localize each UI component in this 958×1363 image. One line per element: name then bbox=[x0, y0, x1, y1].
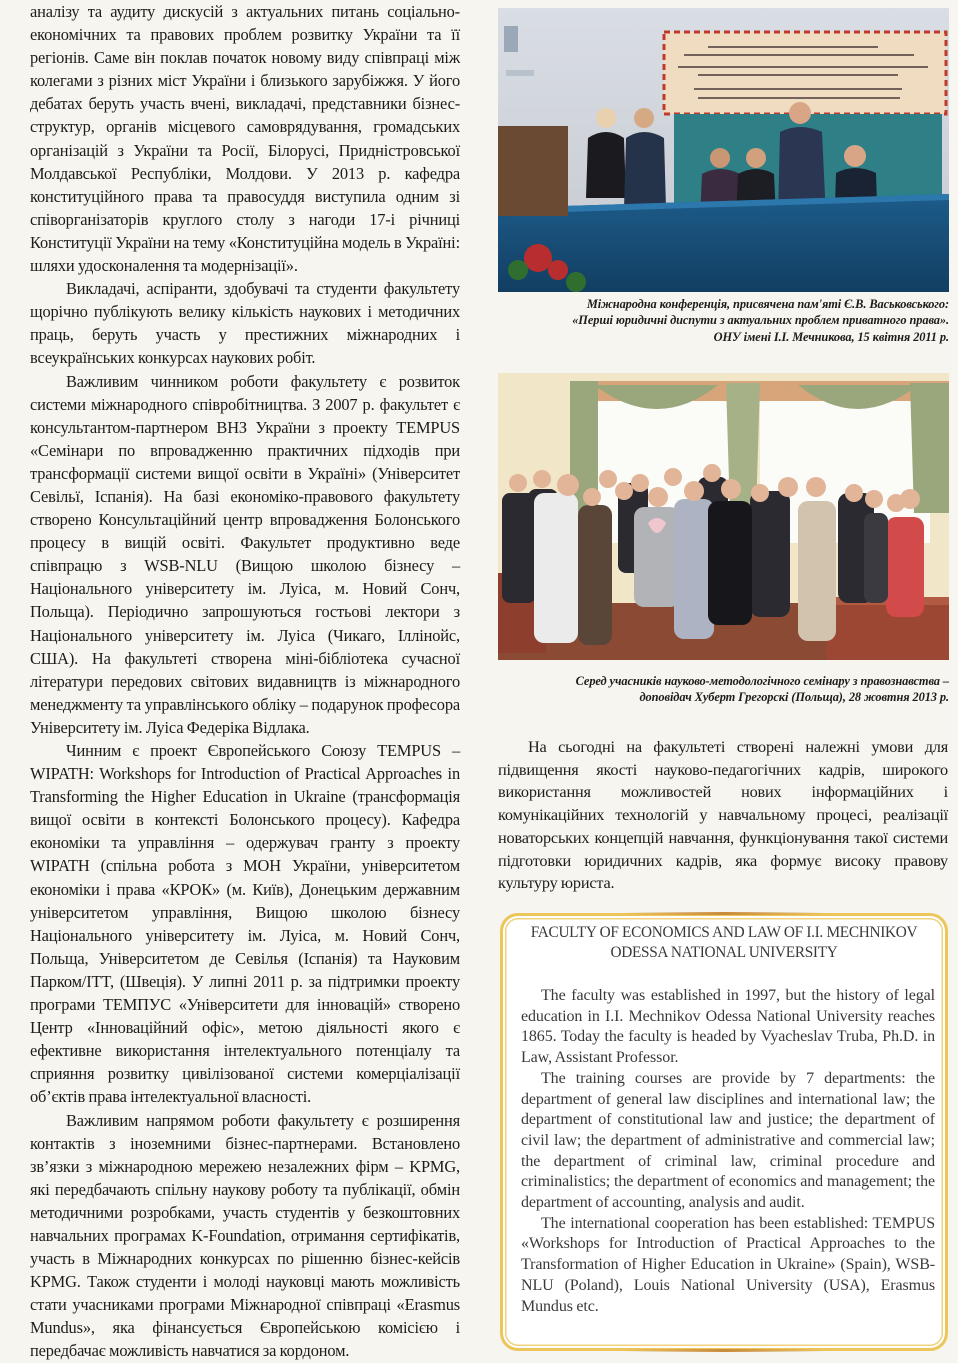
caption-line: Міжнародна конференція, присвячена пам'яті Є.В. Васьковського: bbox=[586, 297, 949, 311]
caption-line: Серед учасників науково-методологічного семінару з правознавства – bbox=[575, 674, 949, 688]
paragraph-dialogue-club: аналізу та аудиту дискусій з актуальних питань соціально-економічних та правових проблем розвитку України та її регіонів. Саме він поклав початок новому виду співпраці між колегами з різних міст України і близького зарубіжжя. У його дебатах беруть участь вчені, викладачі, представники бізнес-структур, органів місцевого самоврядування, громадських організацій з України та Росії, Білорусі, Придністровської Молдавської Республіки, Молдови. У 2013 р. кафедра конституційного права та правосуддя виступила одним зі співорганізаторів круглого столу з нагоди 17-і річниці Конституції України на тему «Конституційна модель в Україні: шляхи удосконалення та модернізації». bbox=[30, 2, 460, 276]
conference-banner bbox=[664, 32, 946, 114]
summary-title-line: ODESSA NATIONAL UNIVERSITY bbox=[610, 944, 838, 961]
caption-line: ОНУ імені І.І. Мечникова, 15 квітня 2011 р. bbox=[713, 329, 949, 344]
caption-line: «Перші юридичні диспути з актуальних проблем приватного права». bbox=[572, 313, 949, 328]
seminar-group-photo bbox=[498, 373, 949, 660]
right-article-paragraph bbox=[498, 736, 948, 895]
conference-photo-caption bbox=[500, 296, 949, 345]
paragraph-publications: Викладачі, аспіранти, здобувачі та студенти факультету щорічно публікують велику кількість наукових і методичних праць, беруть участь у престижних міжнародних і всеукраїнських конкурсах наукових робіт. bbox=[30, 279, 460, 368]
paragraph-conditions: На сьогодні на факультеті створені належні умови для підвищення якості науково-педагогічних кадрів, широкого використання можливостей нових інформаційних і комунікаційних технологій у навчальному процесі, реалізації новаторських концепцій навчання, функціонування такої системи підготовки юридичних кадрів, яка формує високу правову культуру юриста. bbox=[498, 737, 948, 893]
summary-title-line: FACULTY OF ECONOMICS AND LAW OF I.I. MECHNIKOV bbox=[530, 924, 918, 941]
paragraph-international-cooperation: Важливим чинником роботи факультету є розвиток системи міжнародного співробітництва. З 2007 р. факультет є консультантом-партнером ВНЗ України з проекту TEMPUS «Семінари по впровадженню практичних підходів при трансформації системи вищої освіти в Україні» (Університет Севільї, Іспанія). На базі економіко-правового факультету створено Консультаційний центр впровадження Болонського процесу в вищій освіті. Факультет продуктивно веде співпрацю з WSB-NLU (Вищою школою бізнесу – Національного університету ім. Луіса, м. Новий Сонч, Польща). Періодично запрошуються гостьові лектори з Національного університету ім. Луіса (Чикаго, Іллінойс, США). На факультеті створена міні-бібліотека сучасної літератури передових світових видавництв із міжнародного менеджменту та управлінського обліку – подарунок професора Університету ім. Луіса Федеріка Відлака. bbox=[30, 371, 460, 737]
conference-photo-image bbox=[498, 8, 949, 292]
summary-box-title bbox=[511, 923, 937, 963]
paragraph-tempus-wipath: Чинним є проект Європейського Союзу TEMPUS – WIPATH: Workshops for Introduction of Practical Approaches in Transforming the Higher Education in Ukraine (трансформація вищої освіти в контексті Болонського процесу). Кафедра економіки та управління – одержувач гранту з проекту WIPATH (спільна робота з МОН України, університетом економіки і права «КРОК» (м. Київ), Донецьким державним університетом управління, Вищою школою бізнесу Національного університету ім. Луіса, м. Новий Сонч, Польща, Університетом де Севілья (Іспанія) та Науковим Парком/ITT, (Швеція). У липні 2011 р. за підтримки проекту програми ТЕМПУС «Університети для інновацій» створено Центр «Інноваційний офіс», метою діяльності якого є ефективне використання інтелектуального потенціалу та сприяння розвитку цивілізованої системи комерціалізації об’єктів права інтелектуальної власності. bbox=[30, 741, 460, 1107]
left-article-column bbox=[30, 0, 460, 1363]
summary-paragraph-history: The faculty was established in 1997, but the history of legal education in I.I. Mechnikov Odessa National University reaches 1865. Today the faculty is headed by Vyacheslav Truba, Ph.D. in Law, Assistant Professor. bbox=[521, 987, 935, 1067]
paragraph-business-partners: Важливим напрямом роботи факультету є розширення контактів з іноземними бізнес-партнерами. Встановлено зв’язки з міжнародною мережею незалежних фірм – KPMG, які передбачають спільну наукову роботу та публікації, обмін методичними розробками, участь студентів у безкоштовних навчальних програмах K-Foundation, отримання сертифікатів, участь в Міжнародних конкурсах по рішенню бізнес-кейсів KPMG. Також студенти і молоді науковці мають можливість стати учасниками програми Міжнародної співпраці «Erasmus Mundus», яка фінансується Європейською комісією і передбачає можливість навчатися за кордоном. bbox=[30, 1110, 460, 1361]
seminar-group-photo-image bbox=[498, 373, 949, 660]
seminar-photo-caption bbox=[500, 673, 949, 706]
summary-paragraph-cooperation: The international cooperation has been established: TEMPUS «Workshops for Introduction of Practical Approaches to the Transformation of Higher Education in Ukraine» (Spain), WSB-NLU (Poland), Louis National University (USA), Erasmus Mundus etc. bbox=[521, 1214, 935, 1315]
summary-paragraph-departments: The training courses are provide by 7 departments: the department of general law disciplines and international law; the department of constitutional law and justice; the department of civil law; the department of administrative and commercial law; the department of criminal law, criminal procedure and criminalistics; the department of economics and management; the department of accounting, analysis and audit. bbox=[521, 1069, 935, 1212]
english-summary-box bbox=[500, 913, 948, 1351]
caption-line: доповідач Хуберт Грегорскі (Польща), 28 жовтня 2013 р. bbox=[639, 690, 949, 705]
conference-photo bbox=[498, 8, 949, 292]
summary-box-body bbox=[521, 986, 935, 1317]
